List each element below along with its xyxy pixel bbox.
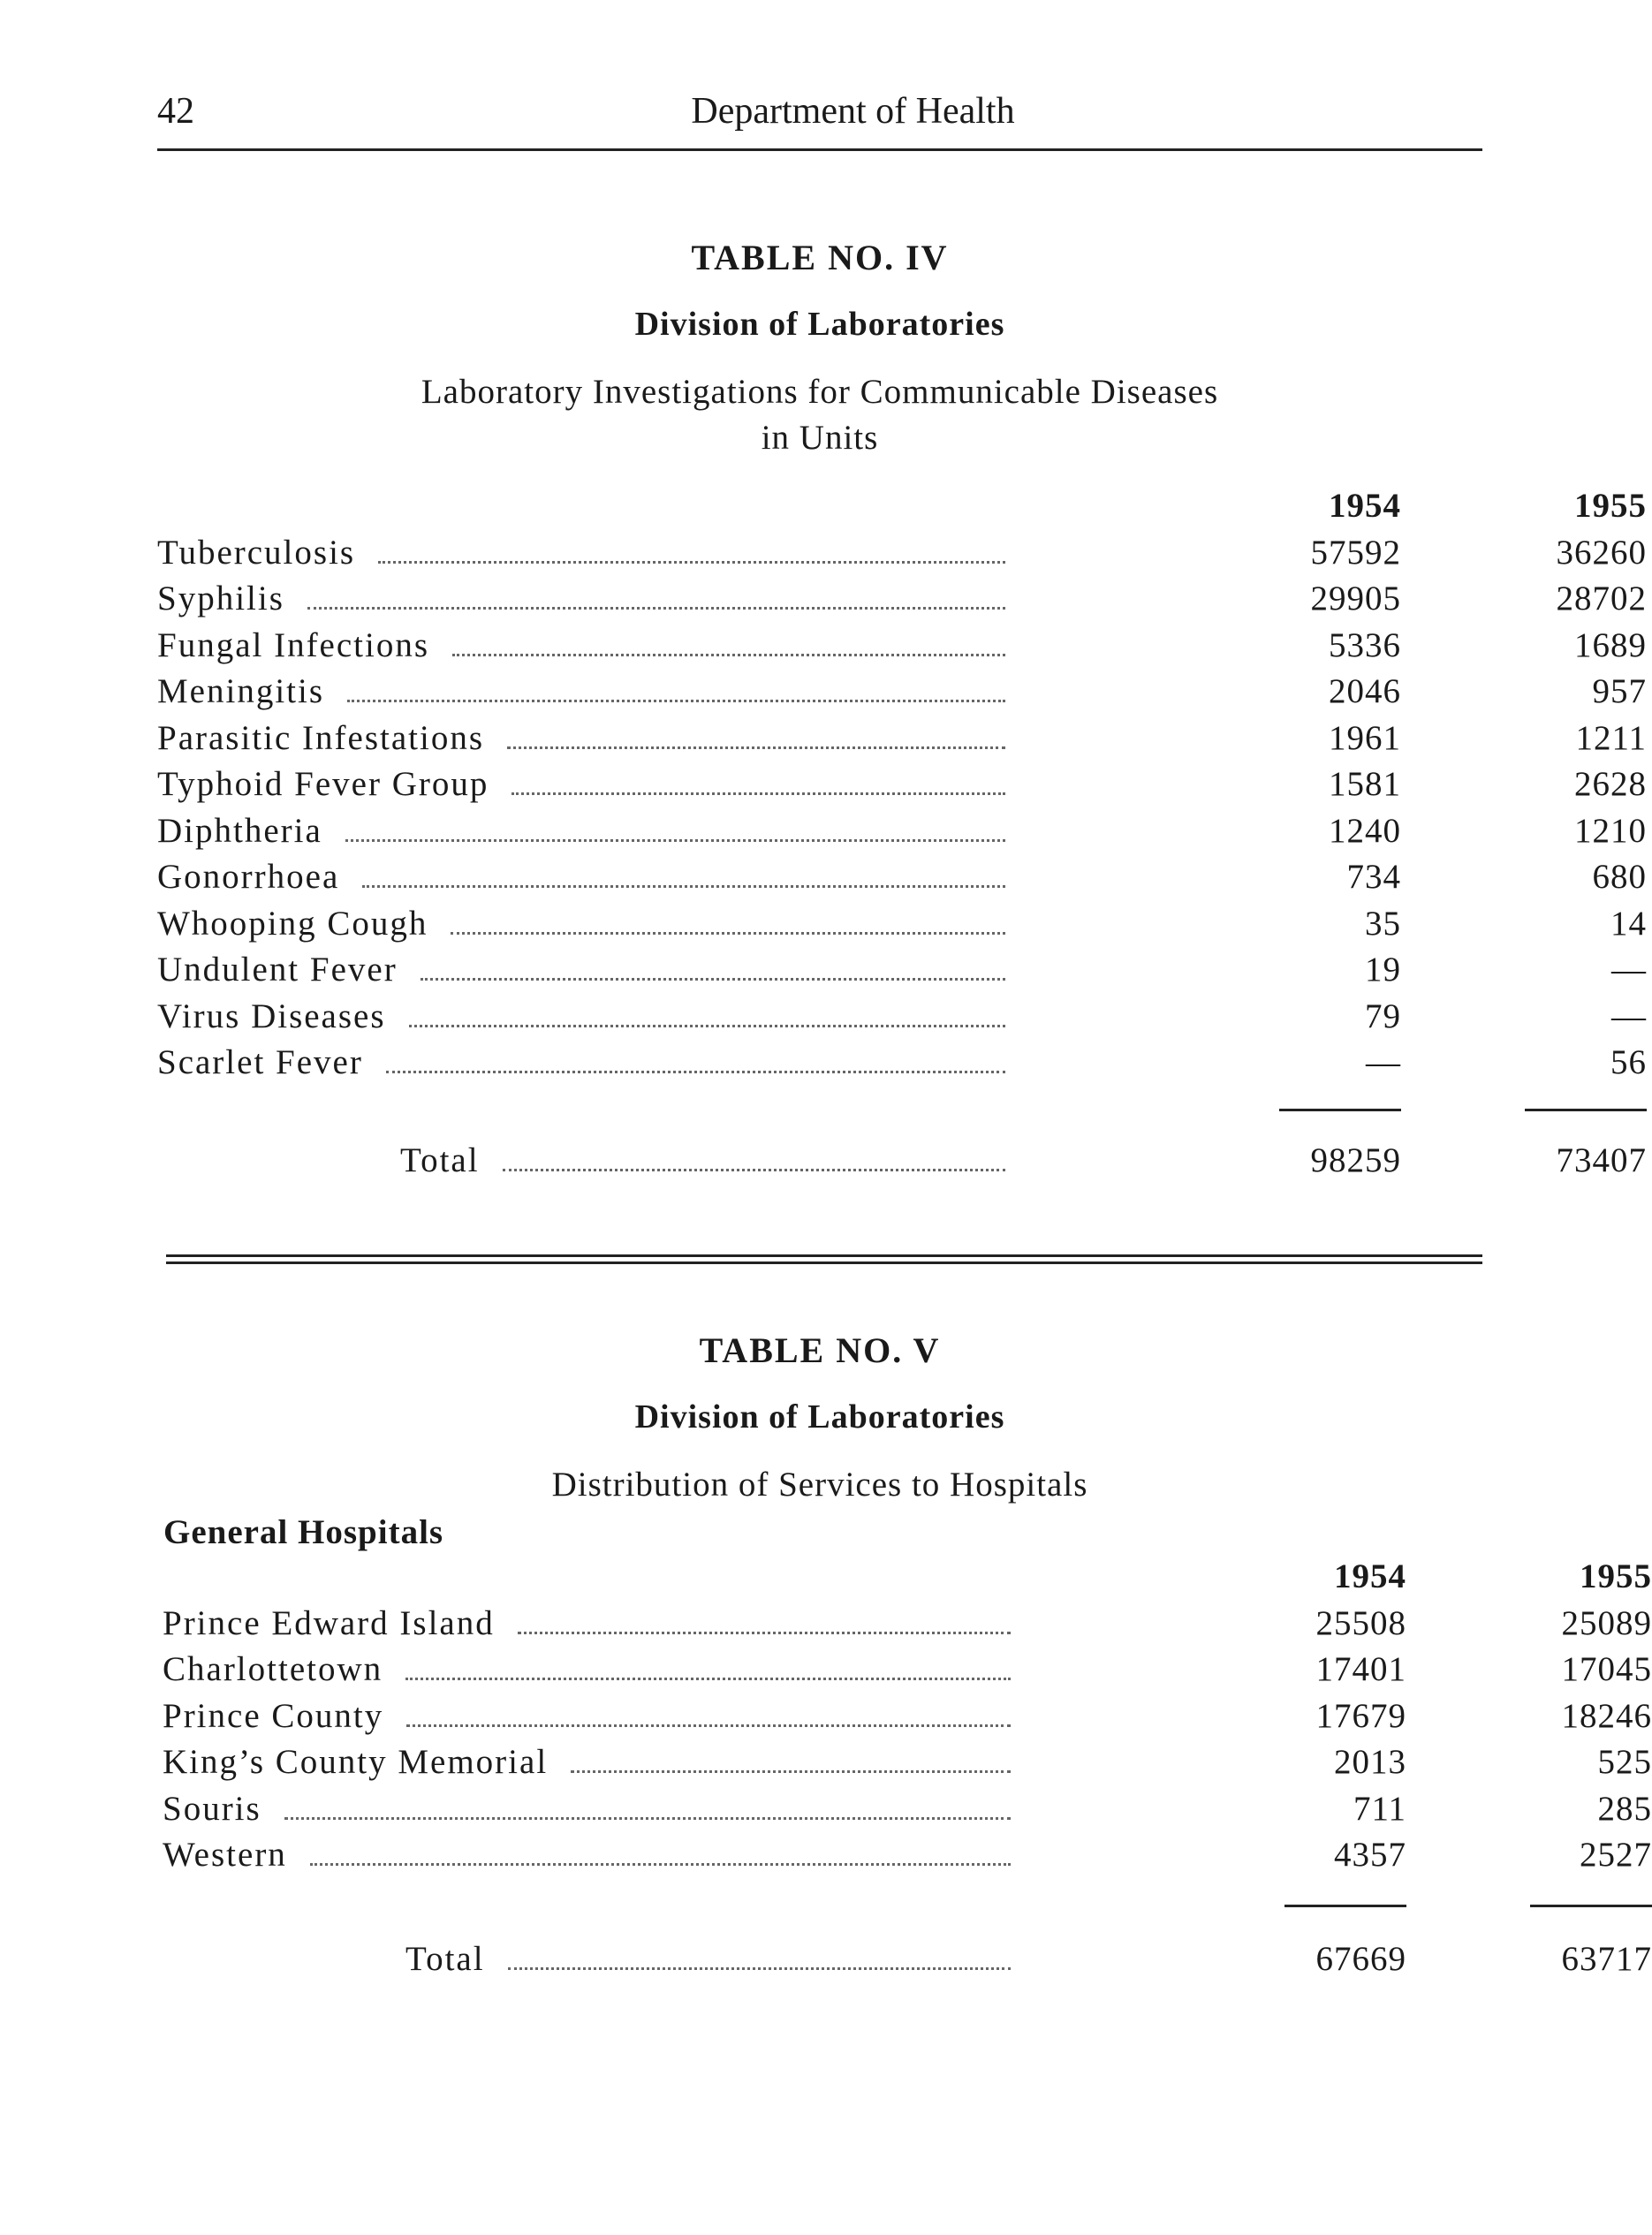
table4-row [157,811,1647,858]
table5-row [163,1789,1652,1836]
table4-value-1954: 29905 [1310,580,1401,617]
table4-value-1954: 19 [1365,951,1401,989]
table5-value-1955: 285 [1597,1789,1652,1828]
table4-value-1954: 5336 [1329,625,1401,664]
table4-value-1954: 1961 [1329,718,1401,757]
page-number: 42 [157,91,194,132]
table4-total-1954: 98259 [1310,1140,1401,1179]
table5-value-1955: 25089 [1561,1603,1652,1642]
table4-total-1955: 73407 [1556,1140,1647,1179]
table5-total-label: Total [405,1939,485,1978]
leader-dots [571,1770,1011,1773]
table5-value-1955: 18246 [1561,1696,1652,1735]
leader-dots [503,1169,1005,1171]
table5-body [163,1603,1652,1882]
leader-dots [406,1724,1011,1727]
section-separator [166,1254,1482,1269]
leader-dots [452,654,1005,656]
table4-row-label: Meningitis [157,672,325,710]
table4-value-1954: — [1366,1043,1401,1081]
table5-value-1954: 17401 [1315,1650,1406,1688]
table5-total-row [163,1939,1652,1986]
table4-row [157,904,1647,951]
table4-sum-rule-1954 [1279,1109,1401,1111]
table4-sum-rules [157,1089,1482,1140]
table4-value-1955: 680 [1592,858,1647,896]
table4-header-row [157,486,1647,533]
table5-row [163,1649,1652,1696]
table4-value-1954: 57592 [1310,533,1401,572]
table5-sum-rule-1955 [1530,1905,1652,1907]
table5-value-1955: 17045 [1561,1650,1652,1688]
table4-row [157,1042,1647,1089]
table5-value-1954: 711 [1353,1789,1406,1828]
leader-dots [421,978,1005,981]
leader-dots [507,746,1005,749]
table4-total-label: Total [400,1140,480,1179]
leader-dots [508,1967,1011,1970]
table5-total-1955: 63717 [1561,1939,1652,1978]
table5-row [163,1696,1652,1743]
table5-row-label: Prince County [163,1696,384,1735]
table5-value-1955: 525 [1597,1743,1652,1781]
table5-subtitle: Division of Laboratories [634,1398,1005,1436]
header-rule [157,148,1482,151]
leader-dots [512,792,1005,795]
table5-row-label: Prince Edward Island [163,1603,495,1642]
table4-row [157,996,1647,1043]
leader-dots [347,700,1005,702]
table4-row-label: Syphilis [157,580,284,617]
running-header [157,90,1482,143]
table4-row-label: Diphtheria [157,811,322,850]
table4-col-1954: 1954 [1329,487,1401,525]
leader-dots [307,607,1005,610]
table4-row-label: Scarlet Fever [157,1043,363,1081]
table4-row [157,671,1647,718]
leader-dots [284,1817,1011,1820]
table5-sum-rules [163,1882,1488,1939]
table5-col-1955: 1955 [1580,1557,1652,1595]
table4-col-1955: 1955 [1574,487,1647,525]
table4-body [157,533,1647,1089]
table4-value-1955: 28702 [1556,580,1647,617]
table4-value-1954: 2046 [1329,672,1401,710]
table5-value-1954: 25508 [1315,1603,1406,1642]
table5-value-1954: 2013 [1334,1743,1406,1781]
leader-dots [451,932,1005,935]
leader-dots [310,1863,1011,1866]
table5-header-row [163,1557,1652,1603]
table4-row [157,950,1647,996]
table4-value-1954: 1240 [1329,811,1401,850]
table4-value-1955: — [1611,951,1647,989]
table4-value-1955: 1689 [1574,625,1647,664]
running-title: Department of Health [691,91,1015,132]
table4-value-1954: 734 [1346,858,1401,896]
table5-row-label: Charlottetown [163,1650,383,1688]
table4-value-1954: 1581 [1329,765,1401,803]
table4-sum-rule-1955 [1525,1109,1647,1111]
table4-row-label: Virus Diseases [157,996,386,1035]
table4-row [157,718,1647,765]
table4-value-1954: 79 [1365,996,1401,1035]
leader-dots [386,1071,1005,1073]
leader-dots [405,1678,1011,1680]
table4-caption-line1: Laboratory Investigations for Communicable Diseases [421,373,1219,411]
leader-dots [518,1632,1011,1634]
table5-row [163,1603,1652,1650]
table4-value-1955: 56 [1610,1043,1647,1081]
table4-value-1955: 1211 [1575,718,1647,757]
table4-value-1955: 2628 [1574,765,1647,803]
table4-row-label: Undulent Fever [157,951,398,989]
table5-row-label: King’s County Memorial [163,1743,549,1781]
table5-group-heading: General Hospitals [163,1513,444,1551]
table4-row [157,579,1647,625]
table4-value-1955: 957 [1592,672,1647,710]
table4-row-label: Tuberculosis [157,533,356,572]
leader-dots [362,885,1005,888]
table5-caption: Distribution of Services to Hospitals [551,1466,1088,1504]
table4-value-1955: 1210 [1574,811,1647,850]
leader-dots [378,561,1005,564]
table4-title: TABLE NO. IV [691,238,949,277]
table4-value-1955: — [1611,996,1647,1035]
table5-row-label: Souris [163,1789,261,1828]
table4-row [157,533,1647,580]
table5-value-1955: 2527 [1580,1836,1652,1874]
table4-row-label: Gonorrhoea [157,858,340,896]
table4-subtitle: Division of Laboratories [634,306,1005,343]
table5-value-1954: 4357 [1334,1836,1406,1874]
table4-row-label: Parasitic Infestations [157,718,484,757]
table4-row [157,764,1647,811]
table4-row [157,625,1647,672]
table5-value-1954: 17679 [1315,1696,1406,1735]
table5-col-1954: 1954 [1334,1557,1406,1595]
leader-dots [345,839,1005,842]
table4-row-label: Fungal Infections [157,625,430,664]
table4-value-1955: 14 [1610,904,1647,943]
leader-dots [409,1025,1005,1027]
table4-caption-line2: in Units [761,419,879,457]
table4-value-1955: 36260 [1556,533,1647,572]
table5-row [163,1835,1652,1882]
table5-row-label: Western [163,1836,287,1874]
table4-total-row [157,1140,1647,1187]
table4-row [157,857,1647,904]
table4-row-label: Whooping Cough [157,904,428,943]
table4-value-1954: 35 [1365,904,1401,943]
table4-row-label: Typhoid Fever Group [157,765,489,803]
table5-sum-rule-1954 [1284,1905,1406,1907]
table5 [163,1557,1652,1985]
table5-row [163,1742,1652,1789]
table4 [157,486,1647,1186]
table5-total-1954: 67669 [1315,1939,1406,1978]
table5-title: TABLE NO. V [699,1330,941,1370]
